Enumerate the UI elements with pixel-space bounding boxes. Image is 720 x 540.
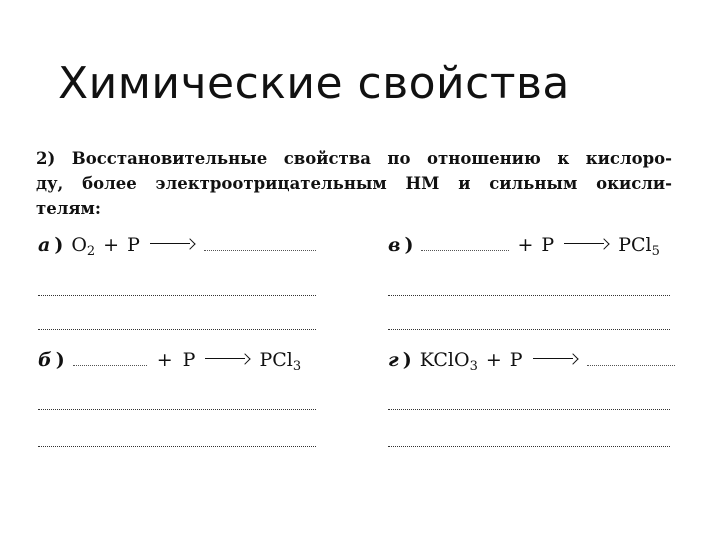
task-text bbox=[36, 146, 672, 221]
task-text-line-1: 2) Восстановительные свойства по отношению к кислоро- bbox=[36, 149, 672, 168]
reaction-b bbox=[38, 349, 302, 374]
reaction-a-label: а bbox=[38, 234, 51, 256]
reaction-v-reagent-blank[interactable] bbox=[421, 249, 509, 251]
reaction-b-reagent2: P bbox=[182, 349, 196, 371]
reaction-a-reagent2: P bbox=[127, 234, 140, 256]
reaction-b-product: PCl$_3$ bbox=[259, 349, 302, 374]
reaction-b-paren: ) bbox=[55, 349, 65, 371]
reaction-b-plus: + bbox=[156, 349, 173, 371]
reaction-a-plus: + bbox=[103, 234, 120, 256]
reaction-a bbox=[38, 234, 316, 259]
reaction-g-reagent2: P bbox=[509, 349, 523, 371]
reaction-g-product-blank[interactable] bbox=[587, 364, 675, 366]
reaction-b-arrow-icon bbox=[205, 354, 249, 364]
reaction-b-reagent-blank[interactable] bbox=[73, 364, 147, 366]
answer-line-left-1[interactable] bbox=[38, 295, 316, 296]
answer-line-left-4[interactable] bbox=[38, 446, 316, 447]
reaction-g-plus: + bbox=[485, 349, 502, 371]
reaction-a-arrow-icon bbox=[150, 239, 194, 249]
reaction-a-reagent1: $O_2$ bbox=[71, 234, 96, 259]
reaction-v-paren: ) bbox=[404, 234, 414, 256]
task-text-line-2: ду, более электроотрицательным НМ и сильным окисли- bbox=[36, 174, 672, 193]
answer-line-right-1[interactable] bbox=[388, 295, 670, 296]
answer-line-left-3[interactable] bbox=[38, 409, 316, 410]
answer-line-left-2[interactable] bbox=[38, 329, 316, 330]
reaction-a-paren: ) bbox=[54, 234, 64, 256]
reaction-v-product: PCl$_5$ bbox=[618, 234, 660, 259]
reaction-v bbox=[388, 234, 660, 259]
answer-line-right-2[interactable] bbox=[388, 329, 670, 330]
reaction-b-label: б bbox=[38, 349, 52, 371]
answer-line-right-3[interactable] bbox=[388, 409, 670, 410]
reaction-a-product-blank[interactable] bbox=[204, 249, 316, 251]
answer-line-right-4[interactable] bbox=[388, 446, 670, 447]
reaction-v-plus: + bbox=[517, 234, 534, 256]
reaction-g-label: г bbox=[388, 349, 399, 371]
reaction-v-reagent2: P bbox=[541, 234, 555, 256]
reaction-g-arrow-icon bbox=[533, 354, 577, 364]
task-text-line-3: телям: bbox=[36, 199, 101, 218]
page-title: Химические свойства bbox=[58, 58, 570, 109]
reaction-g bbox=[388, 349, 675, 374]
reaction-v-label: в bbox=[388, 234, 401, 256]
reaction-v-arrow-icon bbox=[564, 239, 608, 249]
reaction-g-reagent1: KClO$_3$ bbox=[419, 349, 478, 374]
reaction-g-paren: ) bbox=[402, 349, 412, 371]
